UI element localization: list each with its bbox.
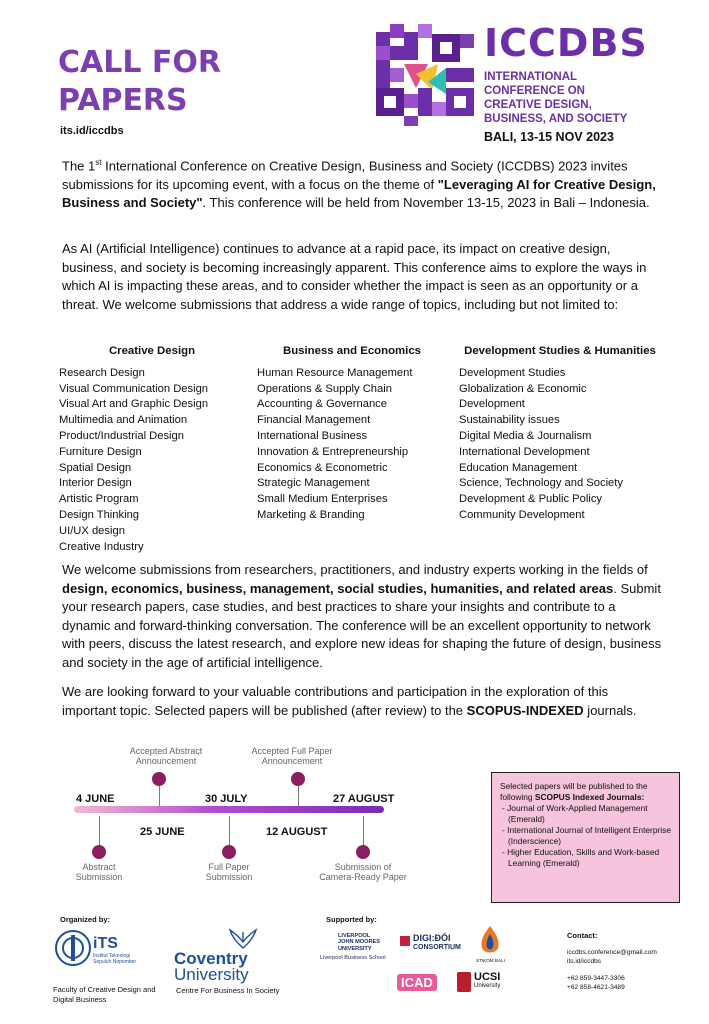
topic-item: Digital Media & Journalism [459,429,592,442]
coventry-centre: Centre For Business In Society [176,986,280,995]
topic-item: Development Studies [459,366,566,379]
topic-item: Strategic Management [257,477,370,490]
topic-item: Financial Management [257,414,371,427]
intro-paragraph: The 1st International Conference on Creative Design, Business and Society (ICCDBS) 2023 invites submissions for its upcoming event, with a focus on the theme of "Leveraging AI for Creative Design, Business and Society". This conference will be held from November 13-15, 2023 in Bali – Indonesia. [62,158,656,211]
coventry-phoenix-icon [228,928,258,950]
brand-subtitle: INTERNATIONAL CONFERENCE ON CREATIVE DESIGN, BUSINESS, AND SOCIETY [484,71,628,125]
timeline-stem [298,786,299,806]
topic-item: UI/UX design [59,524,125,537]
scopus-journals-box: Selected papers will be published to the following SCOPUS Indexed Journals: - Journal of Work-Applied Management (Emerald) - International Journal of Intelligent Enterprise (Inderscience) - Higher Education, Skills and Work-based Learning (Emerald) [491,772,680,903]
topic-item: Community Development [459,508,585,521]
timeline-stem [99,816,100,848]
digi-doi-square-icon [400,936,410,946]
brand-date: BALI, 13-15 NOV 2023 [484,130,614,144]
ucsi-logo: UCSI University [474,971,501,989]
timeline-dot [92,845,106,859]
topic-item: Human Resource Management [257,366,413,379]
topic-column-business [257,344,447,524]
topic-heading: Business and Economics [283,345,421,357]
topic-item: Creative Industry [59,540,144,553]
timeline-stem [229,816,230,848]
faculty-name: Faculty of Creative Design and Digital Business [53,985,156,1004]
contact-label: Contact: [567,931,598,940]
topic-item: Globalization & Economic [459,382,587,395]
journal-list [500,803,671,869]
contact-block [567,948,657,992]
contact-url[interactable]: its.id/iccdbs [567,958,602,965]
supported-by-label: Supported by: [326,915,377,924]
timeline-dot [356,845,370,859]
timeline-label: Abstract Submission [75,862,123,882]
contact-phone: +62 858-4621-3489 [567,984,625,991]
digi-doi-logo: DIGI:ĐỔI CONSORTIUM [413,933,461,951]
contact-email[interactable]: iccdbs.conference@gmail.com [567,949,657,956]
timeline-date: 25 JUNE [140,826,185,838]
topic-heading: Development Studies & Humanities [464,345,656,357]
journal-item: - International Journal of Intelligent Enterprise (Inderscience) [502,825,671,846]
timeline-date: 27 AUGUST [333,793,395,805]
iccdbs-logo-icon [376,24,480,128]
topic-item: Multimedia and Animation [59,414,188,427]
timeline-dot [222,845,236,859]
journal-item: - Journal of Work-Applied Management (Emerald) [502,803,648,824]
timeline-label: Accepted Full Paper Announcement [251,746,333,766]
topic-heading: Creative Design [108,345,196,357]
stikom-flame-icon [478,926,502,956]
brand-name: ICCDBS [484,21,648,65]
topic-item: Visual Communication Design [59,382,209,395]
topic-item: Science, Technology and Society [459,477,623,490]
timeline-label: Accepted Abstract Announcement [129,746,203,766]
topic-item: Research Design [59,366,145,379]
topic-item: Education Management [459,461,578,474]
closing-paragraph: We are looking forward to your valuable contributions and participation in the exploration of this important topic. Selected papers will be published (after review) to the SCOPUS-INDEXED journals. [62,684,637,718]
contact-phone: +62 859-3447-3306 [567,975,625,982]
timeline-stem [159,786,160,806]
topic-item: Marketing & Branding [257,508,365,521]
coventry-logo-text: Coventry University [174,949,249,984]
topic-item: Spatial Design [59,461,132,474]
topic-item: Development & Public Policy [459,493,603,506]
ucsi-crest-icon [457,972,471,992]
timeline-bar [74,806,384,813]
topic-item: Furniture Design [59,445,142,458]
its-subtitle: Institut Teknologi Sepuluh Nopember [93,953,137,965]
topic-item: Small Medium Enterprises [257,493,388,506]
timeline-date: 30 JULY [205,793,248,805]
fields-paragraph: We welcome submissions from researchers, practitioners, and industry experts working in the fields of design, economics, business, management, social studies, humanities, and related areas. Submit your research papers, case studies, and best practices to share your insights and contribute to a dynamic and forward-thinking conversation. The conference will be an excellent opportunity to network with peers, discuss the latest research, and explore new ideas for shaping the future of design, business and society in the age of artificial intelligence. [62,562,662,670]
topic-item: Development [459,398,525,411]
icad-logo: ICAD [397,974,437,991]
topic-item: Interior Design [59,477,132,490]
organized-by-label: Organized by: [60,915,111,924]
topic-item: Product/Industrial Design [59,429,184,442]
timeline-date: 4 JUNE [76,793,115,805]
topic-item: Accounting & Governance [257,398,387,411]
topic-item: International Business [257,429,368,442]
brand-block [484,22,648,144]
timeline-label: Submission of Camera-Ready Paper [319,862,407,882]
ljmu-logo: LIVERPOOL JOHN MOORES UNIVERSITY Liverpool Business School [320,933,386,962]
its-logo-text: iTS [93,935,118,952]
timeline-dot [152,772,166,786]
topic-item: Artistic Program [59,493,139,506]
timeline-date: 12 AUGUST [266,826,328,838]
header-url[interactable]: its.id/iccdbs [60,125,124,137]
topic-item: Design Thinking [59,508,140,521]
timeline-stem [363,816,364,848]
journal-item: - Higher Education, Skills and Work-based Learning (Emerald) [502,847,660,868]
topic-item: Sustainability issues [459,414,560,427]
its-emblem-icon [54,929,92,967]
topic-item: Visual Art and Graphic Design [59,398,209,411]
timeline-label: Full Paper Submission [205,862,253,882]
topic-item: Operations & Supply Chain [257,382,392,395]
ai-paragraph: As AI (Artificial Intelligence) continues to advance at a rapid pace, its impact on creative design, business, and society is becoming increasingly apparent. This conference aims to explore the ways in which AI is impacting these areas, and to consider whether the impact is seen as an opportunity or a threat. We welcome submissions that address a wide range of topics, including but not limited to: [62,241,647,312]
call-for-papers-title: CALL FOR PAPERS [58,45,222,118]
timeline-dot [291,772,305,786]
topic-item: Economics & Econometric [257,461,388,474]
stikom-logo-text: STIKOM BALI [476,958,505,963]
topic-column-creative-design [59,344,239,555]
topic-item: Innovation & Entrepreneurship [257,445,409,458]
topic-column-development [459,344,669,524]
topic-item: International Development [459,445,590,458]
